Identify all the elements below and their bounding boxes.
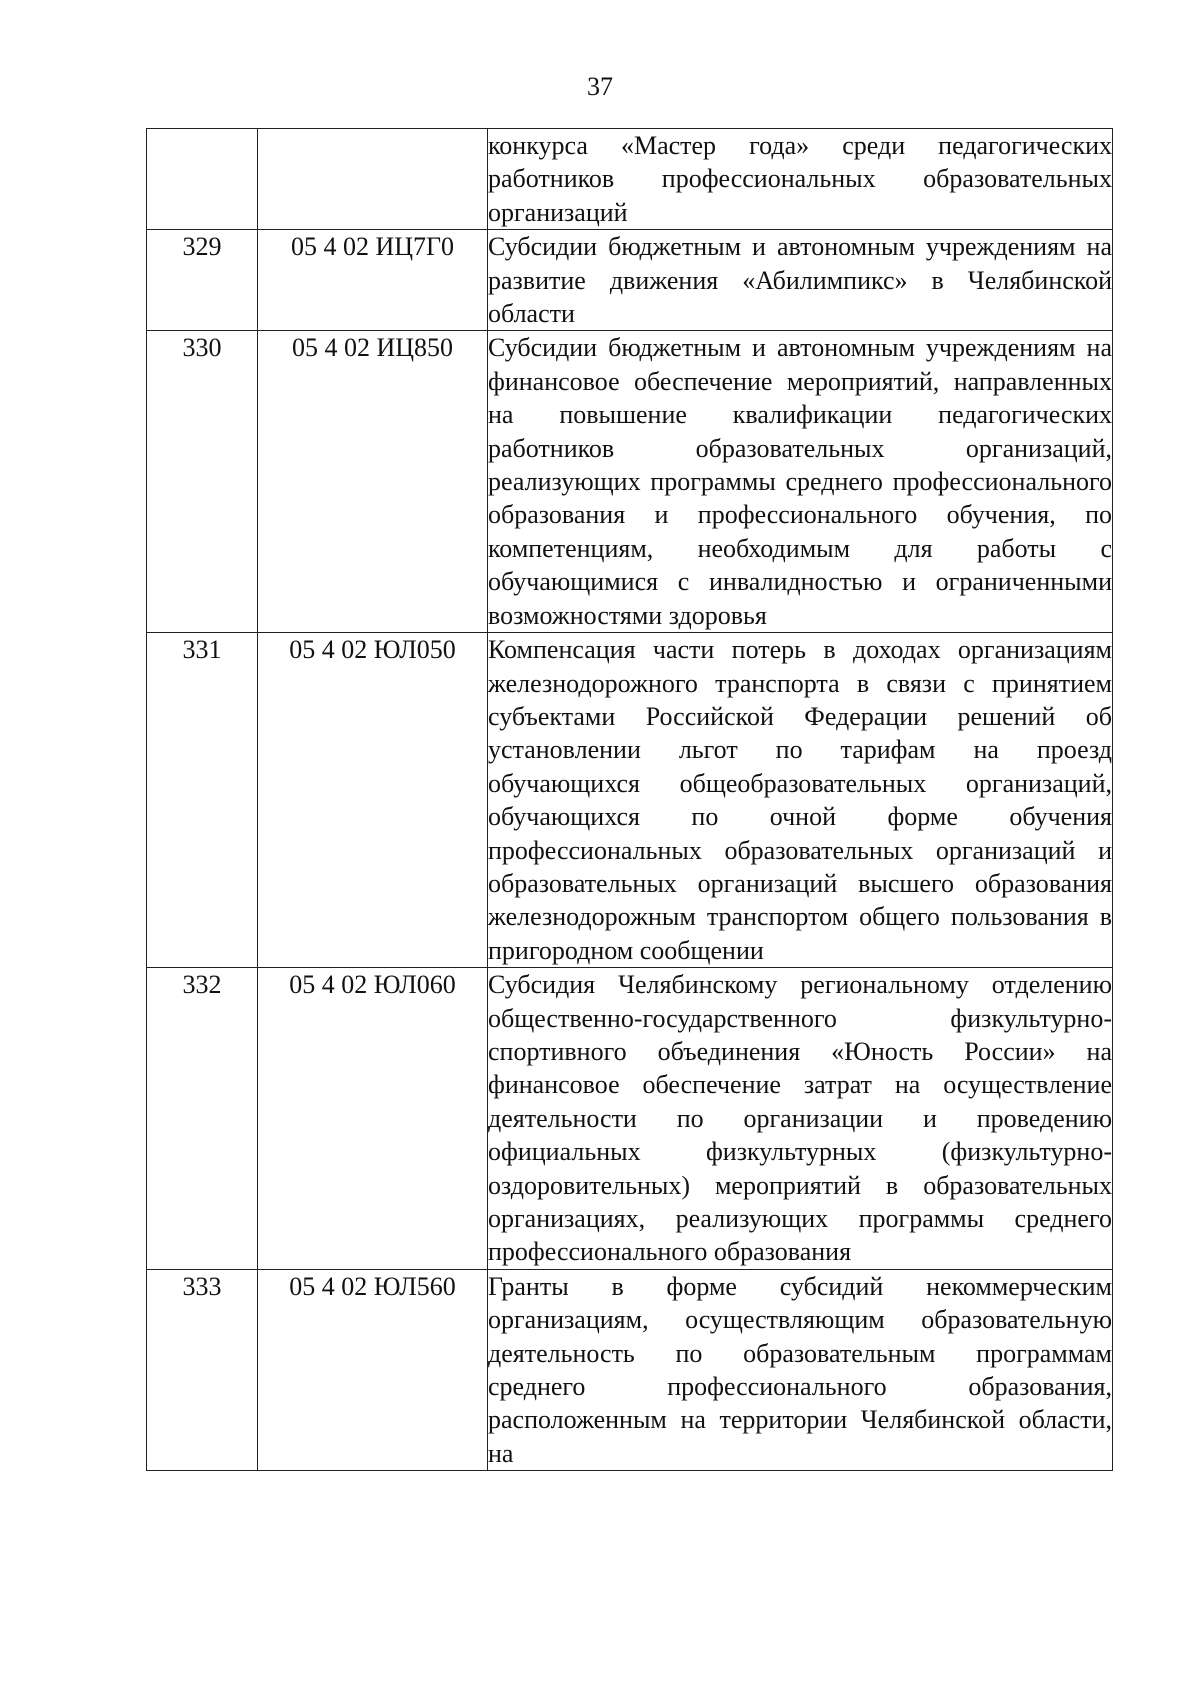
description-cell: Субсидии бюджетным и автономным учреждениям на развитие движения «Абилимпикс» в Челябинской области [488,230,1113,331]
target-code-cell: 05 4 02 ИЦ850 [258,331,488,633]
table-row [147,230,1113,331]
table-row [147,129,1113,230]
budget-classification-table [146,128,1113,1471]
target-code-cell [258,129,488,230]
description-cell: конкурса «Мастер года» среди педагогических работников профессиональных образовательных организаций [488,129,1113,230]
row-number-cell: 331 [147,633,258,968]
table-row [147,1269,1113,1470]
row-number-cell: 330 [147,331,258,633]
description-cell: Компенсация части потерь в доходах организациям железнодорожного транспорта в связи с принятием субъектами Российской Федерации решений об установлении льгот по тарифам на проезд обучающихся общеобразовательных организаций, обучающихся по очной форме обучения профессиональных образовательных организаций и образовательных организаций высшего образования железнодорожным транспортом общего пользования в пригородном сообщении [488,633,1113,968]
table-row [147,968,1113,1270]
table-row [147,331,1113,633]
description-cell: Субсидии бюджетным и автономным учреждениям на финансовое обеспечение мероприятий, направленных на повышение квалификации педагогических работников образовательных организаций, реализующих программы среднего профессионального образования и профессионального обучения, по компетенциям, необходимым для работы с обучающимися с инвалидностью и ограниченными возможностями здоровья [488,331,1113,633]
row-number-cell: 329 [147,230,258,331]
table-row [147,633,1113,968]
description-cell: Субсидия Челябинскому региональному отделению общественно-государственного физкультурно-спортивного объединения «Юность России» на финансовое обеспечение затрат на осуществление деятельности по организации и проведению официальных физкультурных (физкультурно-оздоровительных) мероприятий в образовательных организациях, реализующих программы среднего профессионального образования [488,968,1113,1270]
target-code-cell: 05 4 02 ЮЛ060 [258,968,488,1270]
page-number: 37 [587,72,613,101]
description-cell: Гранты в форме субсидий некоммерческим организациям, осуществляющим образовательную деятельность по образовательным программам среднего профессионального образования, расположенным на территории Челябинской области, на [488,1269,1113,1470]
target-code-cell: 05 4 02 ИЦ7Г0 [258,230,488,331]
row-number-cell: 333 [147,1269,258,1470]
target-code-cell: 05 4 02 ЮЛ560 [258,1269,488,1470]
row-number-cell: 332 [147,968,258,1270]
row-number-cell [147,129,258,230]
target-code-cell: 05 4 02 ЮЛ050 [258,633,488,968]
